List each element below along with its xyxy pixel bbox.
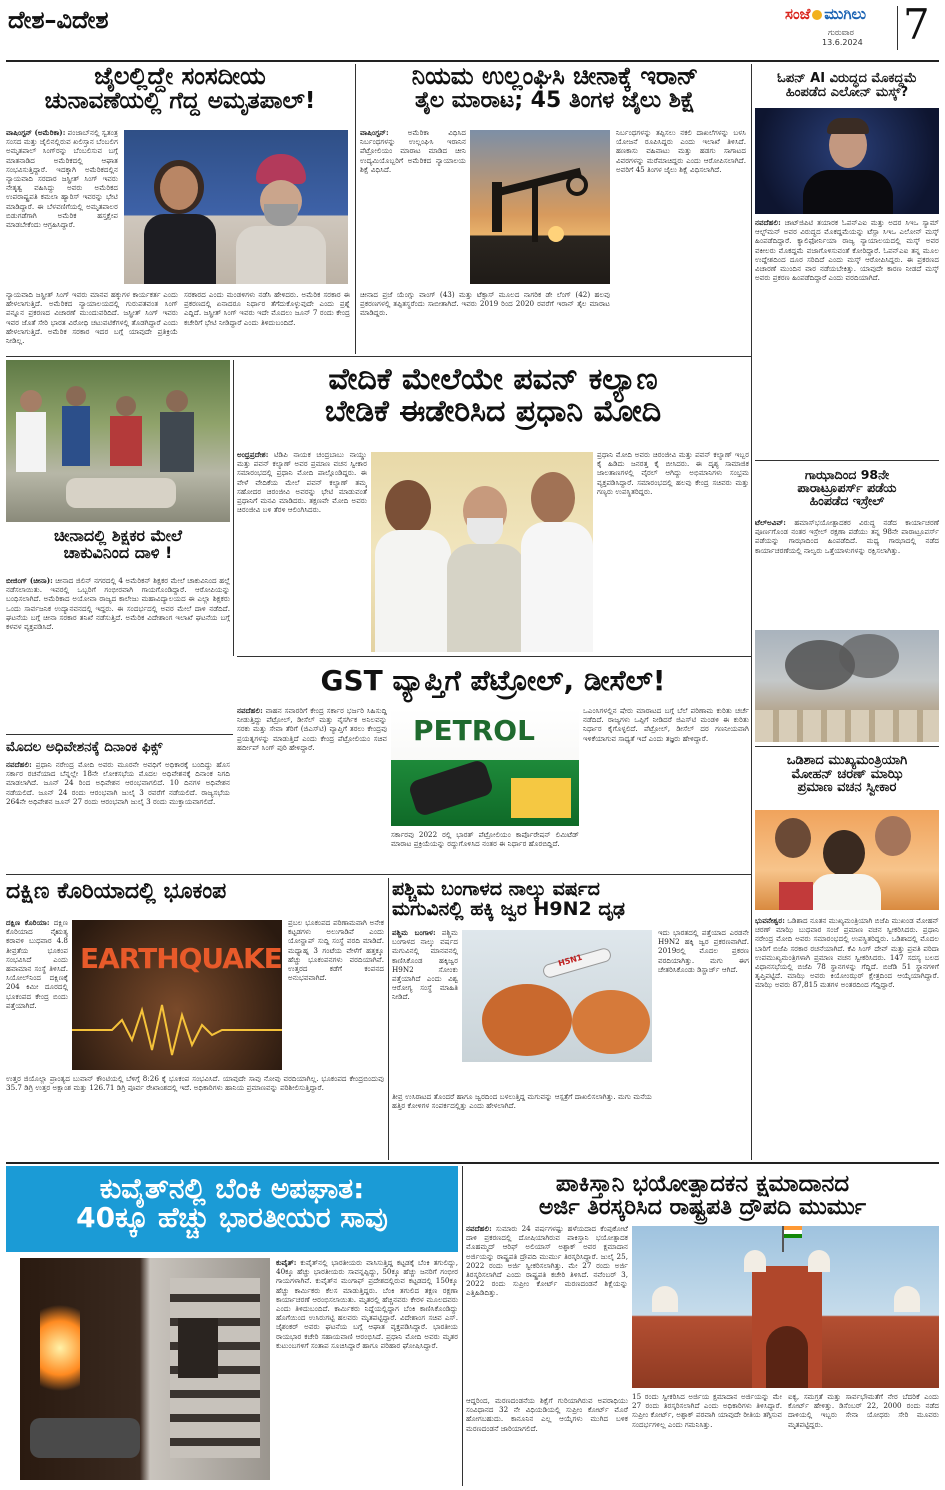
photo-kamala-harris — [124, 130, 348, 284]
logo-sun-icon — [812, 10, 822, 20]
article-amritpal — [6, 64, 351, 354]
headline — [466, 1172, 939, 1219]
headline-line1: ಗಾಝಾದಿಂದ 98ನೇ — [804, 467, 890, 482]
article-china-teachers — [6, 524, 230, 732]
headline-line2: ಚಾಕುವಿನಿಂದ ದಾಳಿ ! — [63, 542, 173, 562]
article-body-c: ಸರಕಾರದ ಎಂದು ಮಂಡಳಿಗಳು ನಡೆಸಿ ಹೇಳಿದರು. ಅಮೆರಿಕ ಸರಕಾರ ಈ ಪ್ರಕರಣದಲ್ಲಿ ಏನಾದರೂ ನಿರ್ಧಾರ ತೆಗೆದುಕೊಳ್ಳುವುದೇ ಎಂದು ಪ್ರಶ್ನೆ ಎದ್ದಿದೆ. ಜಸ್ಪ್ರೀತ್ ಸಿಂಗ್ ಇವರು ಇದೇ ಮೊದಲು ಜೂನ್ 7 ರಂದು ಕೇಂದ್ರ ಕಚೇರಿಗೆ ಭೇಟಿ ನೀಡಿದ್ದಾರೆ ಎಂದು ತಿಳಿದುಬಂದಿದೆ. — [184, 290, 350, 327]
article-body: ಕುವೈತ್: ಕುವೈತ್‌ನಲ್ಲಿ ಭಾರತೀಯರು ವಾಸಿಸುತ್ತಿದ್ದ ಕಟ್ಟಡಕ್ಕೆ ಬೆಂಕಿ ತಗುಲಿದ್ದು, 40ಕ್ಕೂ ಹೆಚ್ಚು ಭಾರತೀಯರು ಸಾವನ್ನಪ್ಪಿದ್ದು, 50ಕ್ಕೂ ಹೆಚ್ಚು ಜನರಿಗೆ ಗಂಭೀರ ಗಾಯಗಳಾಗಿವೆ. ಕುವೈತ್‌ನ ಮಂಗಾಫ್ ಪ್ರದೇಶದಲ್ಲಿರುವ ಕಟ್ಟಡದಲ್ಲಿ 150ಕ್ಕೂ ಹೆಚ್ಚು ಕಾರ್ಮಿಕರು ಕೆಲಸ ಮಾಡುತ್ತಿದ್ದರು. ಬೆಂಕಿ ತಗುಲಿದ ತಕ್ಷಣ ರಕ್ಷಣಾ ಕಾರ್ಯಾಚರಣೆ ಆರಂಭಿಸಲಾಯಿತು. ಮೃತರಲ್ಲಿ ಹೆಚ್ಚಿನವರು ಕೇರಳ ಮೂಲದವರು ಎಂದು ತಿಳಿದುಬಂದಿದೆ. ಕಾರ್ಮಿಕರು ನಿದ್ದೆಯಲ್ಲಿದ್ದಾಗ ಬೆಂಕಿ ಕಾಣಿಸಿಕೊಂಡಿದ್ದು ಹೊಗೆಯಿಂದ ಉಸಿರುಗಟ್ಟಿ ಹಲವರು ಮೃತಪಟ್ಟಿದ್ದಾರೆ. ವಿದೇಶಾಂಗ ಸಚಿವ ಎಸ್. ಜೈಶಂಕರ್ ಅವರು ಘಟನೆಯ ಬಗ್ಗೆ ಆಘಾತ ವ್ಯಕ್ತಪಡಿಸಿದ್ದಾರೆ. ಭಾರತೀಯ ರಾಯಭಾರ ಕಚೇರಿ ಸಹಾಯವಾಣಿ ಆರಂಭಿಸಿದೆ. ಪ್ರಧಾನಿ ಮೋದಿ ಅವರು ಮೃತರ ಕುಟುಂಬಗಳಿಗೆ ಸಂತಾಪ ಸೂಚಿಸಿದ್ದಾರೆ ಹಾಗೂ ಪರಿಹಾರ ಘೋಷಿಸಿದ್ದಾರೆ. — [276, 1258, 458, 1350]
headline-line2: ಬೇಡಿಕೆ ಈಡೇರಿಸಿದ ಪ್ರಧಾನಿ ಮೋದಿ — [324, 393, 662, 429]
headline-line2: ಹಿಂಪಡೆದ ಎಲೋನ್ ಮಸ್ಕ್? — [785, 84, 909, 100]
dateline: ನವದೆಹಲಿ: — [6, 760, 32, 769]
article-body-a: ದಕ್ಷಿಣ ಕೊರಿಯಾ: ದಕ್ಷಿಣ ಕೊರಿಯಾದ ನೈಋತ್ಯ ಕರಾವಳಿ ಬುಧವಾರ 4.8 ತೀವ್ರತೆಯ ಭೂಕಂಪ ಸಂಭವಿಸಿದೆ ಎಂದು ಹವಾಮಾನ ಸಂಸ್ಥೆ ತಿಳಿಸಿದೆ. ಸಿಯೋಲ್‌ನಿಂದ ದಕ್ಷಿಣಕ್ಕೆ 204 ಕಿಮೀ ದೂರದಲ್ಲಿ ಭೂಕಂಪದ ಕೇಂದ್ರ ಬಿಂದು ಪತ್ತೆಯಾಗಿದೆ. — [6, 918, 68, 1010]
headline — [755, 72, 939, 99]
article-earthquake — [6, 878, 384, 1160]
article-body-b: ಪ್ರಧಾನಿ ಮೋದಿ ಅವರು ಚಿರಂಜೀವಿ ಮತ್ತು ಪವನ್ ಕಲ್ಯಾಣ್ ಇಬ್ಬರ ಕೈ ಹಿಡಿದು ಜನರತ್ತ ಕೈ ಬೀಸಿದರು. ಈ ದೃಶ್ಯ ಸಾಮಾಜಿಕ ಜಾಲತಾಣಗಳಲ್ಲಿ ವೈರಲ್ ಆಗಿದ್ದು ಅಭಿಮಾನಿಗಳು ಸಂಭ್ರಮ ವ್ಯಕ್ತಪಡಿಸಿದ್ದಾರೆ. ಸಮಾರಂಭದಲ್ಲಿ ಹಲವು ಕೇಂದ್ರ ಸಚಿವರು ಮತ್ತು ಗಣ್ಯರು ಉಪಸ್ಥಿತರಿದ್ದರು. — [597, 450, 749, 496]
article-body-b: ಚೀನಾದ ಪ್ರಜೆ ಯೆಂಗ್ಸು ವಾಂಗ್ (43) ಮತ್ತು ಟೆಕ್ಸಾಸ್ ಮೂಲದ ನಾಗರಿಕ ಡೇ ಲೆಂಗ್ (42) ಹಲವು ಪ್ರಕರಣಗಳಲ್ಲಿ ತಪ್ಪಿತಸ್ಥರೆಂದು ಸಾಬೀತಾಗಿದೆ. ಇವರು 2019 ರಿಂದ 2020 ರವರೆಗೆ ಇರಾನ್ ತೈಲ ಮಾರಾಟ ಮಾಡಿದ್ದರು. — [360, 290, 610, 318]
photo-gaza-smoke — [755, 630, 939, 742]
photo-mohan-majhi — [755, 810, 939, 910]
logo-part1: ಸಂಜೆ — [785, 5, 811, 23]
masthead — [0, 0, 945, 60]
headline-line1: ಪಾಕಿಸ್ತಾನಿ ಭಯೋತ್ಪಾದಕನ ಕ್ಷಮಾದಾನದ — [555, 1171, 850, 1197]
photo-petrol-pump — [391, 708, 579, 826]
headline-line1: ಕುವೈತ್‌ನಲ್ಲಿ ಬೆಂಕಿ ಅಪಘಾತ: — [99, 1172, 365, 1205]
headline-line1: ಚೀನಾದಲ್ಲಿ ಶಿಕ್ಷಕರ ಮೇಲೆ — [53, 526, 183, 545]
headline — [237, 364, 749, 427]
headline — [6, 528, 230, 562]
headline — [10, 64, 350, 113]
article-body: ಬೀಜಿಂಗ್ (ಚೀನಾ): ಚೀನಾದ ಜಿಲಿನ್ ನಗರದಲ್ಲಿ 4 ಅಮೆರಿಕನ್ ಶಿಕ್ಷಕರ ಮೇಲೆ ಚಾಕುವಿನಿಂದ ಹಲ್ಲೆ ನಡೆಸಲಾಯಿತು. ಇವರಲ್ಲಿ ಒಬ್ಬರಿಗೆ ಗಂಭೀರವಾಗಿ ಗಾಯಗೊಂಡಿದ್ದಾರೆ. ಆರೋಪಿಯನ್ನು ಬಂಧಿಸಲಾಗಿದೆ. ಅಮೆರಿಕಾದ ಅಯೋವಾ ರಾಜ್ಯದ ಕಾಲೇಜು ಮಹಾವಿದ್ಯಾಲಯದ ಈ ಎಲ್ಲಾ ಶಿಕ್ಷಕರು ಒಂದು ಸಾರ್ವಜನಿಕ ಉದ್ಯಾನವನದಲ್ಲಿ ಇದ್ದರು. ಈ ಸಂದರ್ಭದಲ್ಲಿ ಅವರ ಮೇಲೆ ದಾಳಿ ನಡೆದಿದೆ. ಘಟನೆಯ ಬಗ್ಗೆ ಚೀನಾ ಸರಕಾರ ತನಿಖೆ ನಡೆಸುತ್ತಿದೆ. ಅಮೆರಿಕ ವಿದೇಶಾಂಗ ಇಲಾಖೆ ಘಟನೆಯ ಬಗ್ಗೆ ಕಳವಳ ವ್ಯಕ್ತಪಡಿಸಿದೆ. — [6, 576, 230, 632]
petrol-sign: PETROL — [413, 714, 535, 747]
page-number: 7 — [903, 0, 930, 49]
article-body: ನವದೆಹಲಿ: ಚಾಟ್‌ಜಿಪಿಟಿ ತಯಾರಕ ಓಪನ್‌ಎಐ ಮತ್ತು ಅದರ ಸಿಇಒ ಸ್ಯಾಮ್ ಆಲ್ಟ್‌ಮನ್ ಅವರ ವಿರುದ್ಧದ ಮೊಕದ್ದಮೆಯನ್ನು ಟೆಸ್ಲಾ ಸಿಇಒ ಎಲೋನ್ ಮಸ್ಕ್ ಹಿಂಪಡೆದಿದ್ದಾರೆ. ಕ್ಯಾಲಿಫೋರ್ನಿಯಾ ರಾಜ್ಯ ನ್ಯಾಯಾಲಯದಲ್ಲಿ ಮಸ್ಕ್ ಅವರ ವಕೀಲರು ಮೊಕದ್ದಮೆ ವಜಾಗೊಳಿಸುವಂತೆ ಕೋರಿದ್ದಾರೆ. ಓಪನ್‌ಎಐ ತನ್ನ ಮೂಲ ಉದ್ದೇಶದಿಂದ ದೂರ ಸರಿದಿದೆ ಎಂದು ಮಸ್ಕ್ ಆರೋಪಿಸಿದ್ದರು. ಈ ಪ್ರಕರಣದ ವಿಚಾರಣೆ ಮುಂದಿನ ವಾರ ನಡೆಯಬೇಕಿತ್ತು. ಯಾವುದೇ ಕಾರಣ ನೀಡದೆ ಮಸ್ಕ್ ಅವರು ಪ್ರಕರಣ ಹಿಂಪಡೆದಿದ್ದಾರೆ ಎಂದು ವರದಿಯಾಗಿದೆ. — [755, 218, 939, 283]
article-odisha-cm — [755, 750, 939, 1160]
article-body: ಭುವನೇಶ್ವರ: ಒಡಿಶಾದ ನೂತನ ಮುಖ್ಯಮಂತ್ರಿಯಾಗಿ ಬಿಜೆಪಿ ಮುಖಂಡ ಮೋಹನ್ ಚರಣ್ ಮಾಝಿ ಬುಧವಾರ ಸಂಜೆ ಪ್ರಮಾಣ ವಚನ ಸ್ವೀಕರಿಸಿದರು. ಪ್ರಧಾನಿ ನರೇಂದ್ರ ಮೋದಿ ಅವರು ಸಮಾರಂಭದಲ್ಲಿ ಉಪಸ್ಥಿತರಿದ್ದರು. ಒಡಿಶಾದಲ್ಲಿ ಮೊದಲ ಬಾರಿಗೆ ಬಿಜೆಪಿ ಸರಕಾರ ರಚನೆಯಾಗಿದೆ. ಕೆವಿ ಸಿಂಗ್ ದೇವ್ ಮತ್ತು ಪ್ರವತಿ ಪರಿದಾ ಉಪಮುಖ್ಯಮಂತ್ರಿಗಳಾಗಿ ಪ್ರಮಾಣ ವಚನ ಸ್ವೀಕರಿಸಿದರು. 147 ಸದಸ್ಯ ಬಲದ ವಿಧಾನಸಭೆಯಲ್ಲಿ ಬಿಜೆಪಿ 78 ಸ್ಥಾನಗಳನ್ನು ಗೆದ್ದಿದೆ. ಬಿಜೆಡಿ 51 ಸ್ಥಾನಗಳಿಗೆ ತೃಪ್ತಿಪಟ್ಟಿದೆ. ಮಾಝಿ ಅವರು ಕಿಯೋಂಝರ್ ಕ್ಷೇತ್ರದಿಂದ ಆಯ್ಕೆಯಾಗಿದ್ದಾರೆ. ಮಾಝಿ ಅವರು 87,815 ಮತಗಳ ಅಂತರದಿಂದ ಗೆದ್ದಿದ್ದಾರೆ. — [755, 916, 939, 990]
earthquake-image-text: EARTHQUAKE — [80, 942, 282, 975]
article-body-c: ಇದು ಭಾರತದಲ್ಲಿ ಪತ್ತೆಯಾದ ಎರಡನೇ H9N2 ಹಕ್ಕಿ ಜ್ವರ ಪ್ರಕರಣವಾಗಿದೆ. 2019ರಲ್ಲಿ ಮೊದಲ ಪ್ರಕರಣ ವರದಿಯಾಗಿತ್ತು. ಮಗು ಈಗ ಚೇತರಿಸಿಕೊಂಡು ಡಿಸ್ಚಾರ್ಜ್ ಆಗಿದೆ. — [658, 928, 749, 974]
masthead-logo — [785, 4, 900, 26]
photo-earthquake — [72, 920, 282, 1070]
headline: GST ವ್ಯಾಪ್ತಿಗೆ ಪೆಟ್ರೋಲ್, ಡೀಸೆಲ್! — [320, 664, 666, 697]
photo-oil-pump — [470, 130, 610, 284]
article-body-b: ತೀವ್ರ ಉಸಿರಾಟದ ತೊಂದರೆ ಹಾಗೂ ಜ್ವರದಿಂದ ಬಳಲುತ್ತಿದ್ದ ಮಗುವನ್ನು ಆಸ್ಪತ್ರೆಗೆ ದಾಖಲಿಸಲಾಗಿತ್ತು. ಮಗು ಮನೆಯ ಹತ್ತಿರ ಕೋಳಿಗಳ ಸಂಪರ್ಕದಲ್ಲಿತ್ತು ಎಂದು ಹೇಳಲಾಗಿದೆ. — [392, 1092, 652, 1111]
dateline: ನವದೆಹಲಿ: — [755, 218, 781, 227]
article-body-c: ಒಎಂಸಿಗಳಲ್ಲಿನ ಷೇರು ಮಾರಾಟದ ಬಗ್ಗೆ ಬೆಲೆ ಪರಿಣಾಮ ಕುರಿತು ಚರ್ಚೆ ನಡೆದಿದೆ. ರಾಜ್ಯಗಳು ಒಪ್ಪಿಗೆ ನೀಡಿದರೆ ಜಿಎಸ್‌ಟಿ ಮಂಡಳಿ ಈ ಕುರಿತು ನಿರ್ಧಾರ ಕೈಗೊಳ್ಳಲಿದೆ. ಪೆಟ್ರೋಲ್, ಡೀಸೆಲ್ ದರ ಗಣನೀಯವಾಗಿ ಇಳಿಕೆಯಾಗುವ ಸಾಧ್ಯತೆ ಇದೆ ಎಂದು ತಜ್ಞರು ಹೇಳಿದ್ದಾರೆ. — [583, 706, 749, 743]
issue-date: 13.6.2024 — [822, 38, 863, 47]
seismograph-icon — [72, 1000, 282, 1060]
dateline: ಭುವನೇಶ್ವರ: — [755, 916, 785, 925]
section-title: ದೇಶ–ವಿದೇಶ — [8, 6, 109, 34]
headline — [6, 1174, 458, 1233]
headline: ಮೊದಲ ಅಧಿವೇಶನಕ್ಕೆ ದಿನಾಂಕ ಫಿಕ್ಸ್ — [6, 739, 163, 755]
headline-line1: ಓಪನ್ AI ವಿರುದ್ಧದ ಮೊಕದ್ದಮೆ — [777, 71, 917, 86]
headline-line2: 40ಕ್ಕೂ ಹೆಚ್ಚು ಭಾರತೀಯರ ಸಾವು — [76, 1201, 388, 1235]
photo-bird-flu — [462, 930, 652, 1062]
article-parliament-session — [6, 738, 230, 872]
headline-line1: ನಿಯಮ ಉಲ್ಲಂಘಿಸಿ ಚೀನಾಕ್ಕೆ ಇರಾನ್ — [411, 62, 699, 90]
article-kuwait-fire — [6, 1166, 458, 1486]
article-musk — [755, 64, 939, 460]
article-gst — [237, 660, 749, 872]
headline — [755, 754, 939, 795]
dateline: ಟೆಲ್‌ಅವಿವ್: — [755, 518, 786, 527]
headline — [392, 880, 749, 920]
headline-line1: ಪಶ್ಚಿಮ ಬಂಗಾಳದ ನಾಲ್ಕು ವರ್ಷದ — [392, 878, 600, 900]
photo-red-fort — [632, 1226, 939, 1388]
article-body-a: ಅಂಧ್ರಪ್ರದೇಶ: ಟಿಡಿಪಿ ನಾಯಕ ಚಂದ್ರಬಾಬು ನಾಯ್ಡು ಮತ್ತು ಪವನ್ ಕಲ್ಯಾಣ್ ಅವರ ಪ್ರಮಾಣ ವಚನ ಸ್ವೀಕಾರ ಸಮಾರಂಭದಲ್ಲಿ ಪ್ರಧಾನಿ ಮೋದಿ ಪಾಲ್ಗೊಂಡಿದ್ದರು. ಈ ವೇಳೆ ವೇದಿಕೆಯ ಮೇಲೆ ಪವನ್ ಕಲ್ಯಾಣ್ ತಮ್ಮ ಸಹೋದರ ಚಿರಂಜೀವಿ ಅವರನ್ನು ಭೇಟಿ ಮಾಡುವಂತೆ ಪ್ರಧಾನಿಗೆ ಮನವಿ ಮಾಡಿದರು. ತಕ್ಷಣವೇ ಮೋದಿ ಅವರು ಚಿರಂಜೀವಿ ಬಳಿ ತೆರಳಿ ಆಲಿಂಗಿಸಿದರು. — [237, 450, 367, 515]
logo-part2: ಮುಗಿಲು — [824, 5, 867, 23]
article-body-c: 15 ರಂದು ಸ್ವೀಕರಿಸಿದ ಅರ್ಜಿಯ ಕ್ಷಮಾದಾನ ಅರ್ಜಿಯನ್ನು ಮೇ 27 ರಂದು ತಿರಸ್ಕರಿಸಲಾಗಿದೆ ಎಂದು ಅಧಿಕಾರಿಗಳು ತಿಳಿಸಿದ್ದಾರೆ. ಸುಪ್ರೀಂ ಕೋರ್ಟ್, ಅಶ್ಫಾಕ್ ಪರವಾಗಿ ಯಾವುದೇ ರೀತಿಯ ತಗ್ಗಿಸುವ ಸಂದರ್ಭಗಳಿಲ್ಲ ಎಂದು ಗಮನಿಸಿತ್ತು. — [632, 1392, 782, 1429]
article-body: ಟೆಲ್‌ಅವಿವ್: ಹಮಾಸ್‌ಭಯೋತ್ಪಾದಕರ ವಿರುದ್ಧ ನಡೆದ ಕಾರ್ಯಾಚರಣೆ ಪೂರ್ಣಗೊಂಡ ನಂತರ ಇಸ್ರೇಲ್ ರಕ್ಷಣಾ ಪಡೆಯು ತನ್ನ 98ನೇ ಪಾರಾಟ್ರೂಪರ್ಸ್ ಪಡೆಯನ್ನು ಗಾಝಾದಿಂದ ಹಿಂಪಡೆದಿದೆ. ಮಧ್ಯ ಗಾಝಾದಲ್ಲಿ ನಡೆದ ಕಾರ್ಯಾಚರಣೆಯಲ್ಲಿ ನಾಲ್ವರು ಒತ್ತೆಯಾಳುಗಳನ್ನು ರಕ್ಷಿಸಲಾಗಿತ್ತು. — [755, 518, 939, 555]
article-bird-flu — [392, 878, 749, 1160]
article-body-b: ನ್ಯಾಯವಾದಿ ಜಸ್ಪ್ರೀತ್ ಸಿಂಗ್ ಇವರು ಮಾನವ ಹಕ್ಕುಗಳ ಕಾರ್ಯಕರ್ತ ಎಂದು ಹೇಳಲಾಗುತ್ತಿದೆ. ಅಮೆರಿಕದ ನ್ಯಾಯಾಲಯದಲ್ಲಿ ಗುರುಪತವಂತ ಸಿಂಗ್ ಪನ್ನೂನ ಪ್ರಕರಣದ ವಿಚಾರಣೆ ಮುಂದುವರಿದಿದೆ. ಜಸ್ಪ್ರೀತ್ ಸಿಂಗ್ ಇವರು ಇವರ ಜೊತೆ ಸೇರಿ ಭಾರತ ವಿರೋಧಿ ಚಟುವಟಿಕೆಗಳಲ್ಲಿ ತೊಡಗಿದ್ದಾರೆ ಎಂದು ಹೇಳಲಾಗುತ್ತಿದೆ. ಅಮೆರಿಕ ಸರಕಾರ ಇದರ ಬಗ್ಗೆ ಯಾವುದೇ ಪ್ರತಿಕ್ರಿಯೆ ನೀಡಿಲ್ಲ. — [6, 290, 178, 346]
headline-line2: ತೈಲ ಮಾರಾಟ; 45 ತಿಂಗಳ ಜೈಲು ಶಿಕ್ಷೆ — [415, 88, 695, 114]
article-body-a: ನವದೆಹಲಿ: ಸುಮಾರು 24 ವರ್ಷಗಳಷ್ಟು ಹಳೆಯದಾದ ಕೆಂಪುಕೋಟೆ ದಾಳಿ ಪ್ರಕರಣದಲ್ಲಿ ದೋಷಿಯಾಗಿರುವ ಪಾಕಿಸ್ತಾನಿ ಭಯೋತ್ಪಾದಕ ಮೊಹಮ್ಮದ್ ಆರಿಫ್ ಅಲಿಯಾಸ್ ಅಶ್ಫಾಕ್ ಅವರ ಕ್ಷಮಾದಾನ ಅರ್ಜಿಯನ್ನು ರಾಷ್ಟ್ರಪತಿ ದ್ರೌಪದಿ ಮುರ್ಮು ತಿರಸ್ಕರಿಸಿದ್ದಾರೆ. ಜುಲೈ 25, 2022 ರಂದು ಅರ್ಜಿ ಸ್ವೀಕರಿಸಲಾಗಿತ್ತು. ಮೇ 27 ರಂದು ಅರ್ಜಿ ತಿರಸ್ಕರಿಸಲಾಗಿದೆ ಎಂದು ರಾಷ್ಟ್ರಪತಿ ಕಚೇರಿ ತಿಳಿಸಿದೆ. ನವೆಂಬರ್ 3, 2022 ರಂದು ಸುಪ್ರೀಂ ಕೋರ್ಟ್ ಮರಣದಂಡನೆ ಶಿಕ್ಷೆಯನ್ನು ಎತ್ತಿಹಿಡಿದಿತ್ತು. — [466, 1224, 628, 1298]
headline-line2: ಪಾರಾಟ್ರೂಪರ್ಸ್ ಪಡೆಯ — [797, 480, 897, 496]
dateline: ದಕ್ಷಿಣ ಕೊರಿಯಾ: — [6, 918, 50, 927]
headline — [362, 64, 748, 112]
headline-line2: ಮೋಹನ್ ಚರಣ್ ಮಾಝಿ — [791, 766, 903, 782]
article-body-c: ಉತ್ತರ ಜಿಯೊಲ್ಲಾ ಪ್ರಾಂತ್ಯದ ಬುವಾನ್ ಕೌಂಟಿಯಲ್ಲಿ ಬೆಳಿಗ್ಗೆ 8:26 ಕ್ಕೆ ಭೂಕಂಪ ಸಂಭವಿಸಿದೆ. ಯಾವುದೇ ಸಾವು ನೋವು ವರದಿಯಾಗಿಲ್ಲ. ಭೂಕಂಪದ ಕೇಂದ್ರಬಿಂದುವು 35.7 ಡಿಗ್ರಿ ಉತ್ತರ ಅಕ್ಷಾಂಶ ಮತ್ತು 126.71 ಡಿಗ್ರಿ ಪೂರ್ವ ರೇಖಾಂಶದಲ್ಲಿ ಇದೆ. ಅಧಿಕಾರಿಗಳು ಹಾನಿಯ ಪ್ರಮಾಣವನ್ನು ಪರಿಶೀಲಿಸುತ್ತಿದ್ದಾರೆ. — [6, 1074, 384, 1093]
photo-china-attack — [6, 360, 230, 522]
dateline: ವಾಷಿಂಗ್ಟನ್: — [360, 128, 389, 137]
headline-line2: ಅರ್ಜಿ ತಿರಸ್ಕರಿಸಿದ ರಾಷ್ಟ್ರಪತಿ ದ್ರೌಪದಿ ಮುರ್ಮು — [538, 1195, 867, 1221]
headline-line1: ಜೈಲಲ್ಲಿದ್ದೇ ಸಂಸದೀಯ — [94, 62, 266, 90]
article-body-b: ಸರ್ಕಾರವು 2022 ರಲ್ಲಿ ಭಾರತ್ ಪೆಟ್ರೋಲಿಯಂ ಕಾರ್ಪೊರೇಷನ್ ಲಿಮಿಟೆಡ್ ಮಾರಾಟ ಪ್ರಕ್ರಿಯೆಯನ್ನು ರದ್ದುಗೊಳಿಸಿದ ನಂತರ ಈ ನಿರ್ಧಾರ ಹೊರಬಿದ್ದಿದೆ. — [391, 830, 579, 849]
headline-line1: ವೇದಿಕೆ ಮೇಲೆಯೇ ಪವನ್ ಕಲ್ಯಾಣ — [328, 362, 658, 397]
article-body-a: ಪಶ್ಚಿಮ ಬಂಗಾಳ: ಪಶ್ಚಿಮ ಬಂಗಾಳದ ನಾಲ್ಕು ವರ್ಷದ ಮಗುವಿನಲ್ಲಿ ಮಾನವನಲ್ಲಿ ಕಾಣಿಸಿಕೊಂಡ ಹಕ್ಕಿಜ್ವರ H9N2 ಸೋಂಕು ಪತ್ತೆಯಾಗಿದೆ ಎಂದು ವಿಶ್ವ ಆರೋಗ್ಯ ಸಂಸ್ಥೆ ಮಾಹಿತಿ ನೀಡಿದೆ. — [392, 928, 458, 1002]
dateline: ವಾಷಿಂಗ್ಟನ್ (ಅಮೆರಿಕಾ): — [6, 128, 66, 137]
photo-kuwait-fire — [20, 1258, 270, 1480]
article-body-a: ವಾಷಿಂಗ್ಟನ್ (ಅಮೆರಿಕಾ): ಪಂಜಾಬ್‌ನಲ್ಲಿ ಸ್ವತಂತ್ರ ಸಂಸದ ಮತ್ತು ಜೈಲಿನಲ್ಲಿರುವ ಖಲಿಸ್ತಾನ ಬೆಂಬಲಿಗ ಅಮೃತಪಾಲ್ ಸಿಂಗ್‌ರನ್ನು ಬೆಂಬಲಿಸುವ ಬಗ್ಗೆ ಮಾತನಾಡಿದ ಅಮೆರಿಕದಲ್ಲಿ ಆಘಾತ ಸಂಭವಿಸುತ್ತಿದ್ದಾರೆ. ಇದಕ್ಕಾಗಿ ಅಮೆರಿಕದಲ್ಲಿನ ನ್ಯಾಯವಾದಿ ಸರದಾರ ಜಸ್ಪ್ರೀತ್ ಸಿಂಗ್ ಇವರು ನೇತೃತ್ವ ವಹಿಸಿದ್ದು ಅವರು ಅಮೆರಿಕದ ಉಪರಾಷ್ಟ್ರಪತಿ ಕಮಲಾ ಹ್ಯಾರಿಸ್ ಇವರನ್ನು ಭೇಟಿ ಮಾಡಿದ್ದಾರೆ. ಈ ಬೆಳವಣಿಗೆಯಲ್ಲಿ ಅಮೃತಪಾಲರ ಬಿಡುಗಡೆಗಾಗಿ ಅಮೆರಿಕ ಹಸ್ತಕ್ಷೇಪ ಮಾಡಬೇಕೆಂದು ಆಗ್ರಹಿಸಿದ್ದಾರೆ. — [6, 128, 118, 230]
headline-line2: ಚುನಾವಣೆಯಲ್ಲಿ ಗೆದ್ದ ಅಮೃತಪಾಲ್! — [44, 88, 316, 115]
headline: ದಕ್ಷಿಣ ಕೊರಿಯಾದಲ್ಲಿ ಭೂಕಂಪ — [6, 879, 227, 904]
article-body-c: ನಿರ್ಬಂಧಗಳನ್ನು ತಪ್ಪಿಸಲು ನಕಲಿ ದಾಖಲೆಗಳನ್ನು ಬಳಸಿ ಯೋಜನೆ ರೂಪಿಸಿದ್ದರು ಎಂದು ಇಲಾಖೆ ತಿಳಿಸಿದೆ. ಹಣಕಾಸು ವಹಿವಾಟು ಮತ್ತು ಹಡಗು ಸಾಗಾಟದ ವಿವರಗಳನ್ನು ಮರೆಮಾಚಿದ್ದರು ಎಂದು ಆರೋಪಿಸಲಾಗಿದೆ. ಅವರಿಗೆ 45 ತಿಂಗಳ ಜೈಲು ಶಿಕ್ಷೆ ವಿಧಿಸಲಾಗಿದೆ. — [616, 128, 746, 174]
issue-day: ಗುರುವಾರ — [828, 28, 854, 37]
article-body-b: ಆದ್ದರಿಂದ, ಮರಣದಂಡನೆಯ ಶಿಕ್ಷೆಗೆ ಗುರಿಯಾಗಿರುವ ಅಪರಾಧಿಯು ಸಂವಿಧಾನದ 32 ನೇ ವಿಧಿಯಡಿಯಲ್ಲಿ ಸುಪ್ರೀಂ ಕೋರ್ಟ್ ಮೊರೆ ಹೋಗಬಹುದು. ಕಾನೂನಿನ ಎಲ್ಲ ಆಯ್ಕೆಗಳು ಮುಗಿದ ಬಳಿಕ ಮರಣದಂಡನೆ ಜಾರಿಯಾಗಲಿದೆ. — [466, 1396, 628, 1433]
article-israel — [755, 464, 939, 744]
article-body-a: ನವದೆಹಲಿ: ವಾಹನ ಸವಾರರಿಗೆ ಕೇಂದ್ರ ಸರ್ಕಾರ ಭರ್ಜರಿ ಸಿಹಿಸುದ್ದಿ ನೀಡುತ್ತಿದ್ದು ಪೆಟ್ರೋಲ್, ಡೀಸೆಲ್ ಮತ್ತು ನೈಸರ್ಗಿಕ ಅನಿಲವನ್ನು ಸರಕು ಮತ್ತು ಸೇವಾ ತೆರಿಗೆ (ಜಿಎಸ್‌ಟಿ) ವ್ಯಾಪ್ತಿಗೆ ತರಲು ಕೇಂದ್ರವು ಪ್ರಯತ್ನಗಳನ್ನು ಮಾಡುತ್ತಿದೆ ಎಂದು ಕೇಂದ್ರ ಪೆಟ್ರೋಲಿಯಂ ಸಚಿವ ಹರ್ದೀಪ್ ಸಿಂಗ್ ಪುರಿ ಹೇಳಿದ್ದಾರೆ. — [237, 706, 387, 752]
article-body-a: ವಾಷಿಂಗ್ಟನ್: ಅಮೆರಿಕಾ ವಿಧಿಸಿದ ನಿರ್ಬಂಧಗಳನ್ನು ಉಲ್ಲಂಘಿಸಿ ಇರಾನಿನ ಪೆಟ್ರೋಲಿಯಂ ಮಾರಾಟ ಮಾಡಿದ ಚೀನಿ ಉದ್ಯಮಿಯೊಬ್ಬರಿಗೆ ಅಮೆರಿಕದ ನ್ಯಾಯಾಲಯ ಶಿಕ್ಷೆ ವಿಧಿಸಿದೆ. — [360, 128, 466, 174]
photo-elon-musk — [755, 108, 939, 214]
headline-line1: ಒಡಿಶಾದ ಮುಖ್ಯಮಂತ್ರಿಯಾಗಿ — [786, 753, 908, 768]
headline-line2: ಮಗುವಿನಲ್ಲಿ ಹಕ್ಕಿ ಜ್ವರ H9N2 ದೃಢ — [392, 897, 625, 920]
dateline: ಬೀಜಿಂಗ್ (ಚೀನಾ): — [6, 576, 53, 585]
article-president-pardon — [466, 1166, 939, 1486]
article-iran-oil — [360, 64, 748, 354]
dateline: ನವದೆಹಲಿ: — [466, 1224, 492, 1233]
photo-modi-chiranjeevi — [371, 452, 593, 652]
headline — [755, 468, 939, 507]
headline-line3: ಪ್ರಮಾಣ ವಚನ ಸ್ವೀಕಾರ — [797, 780, 897, 796]
article-modi-pawan — [237, 360, 749, 654]
sample-tube-label: H5N1 — [557, 952, 584, 969]
dateline: ಕುವೈತ್: — [276, 1258, 297, 1267]
dateline: ಪಶ್ಚಿಮ ಬಂಗಾಳ: — [392, 928, 436, 937]
article-body-b: ಪ್ರಬಲ ಭೂಕಂಪದ ಪರಿಣಾಮವಾಗಿ ಅನೇಕ ಕಟ್ಟಡಗಳು ಅಲುಗಾಡಿವೆ ಎಂದು ಯೋನ್ಹಾಪ್ ಸುದ್ದಿ ಸಂಸ್ಥೆ ವರದಿ ಮಾಡಿದೆ. ಮಧ್ಯಾಹ್ನ 3 ಗಂಟೆಯ ವೇಳೆಗೆ ಹತ್ತಕ್ಕೂ ಹೆಚ್ಚು ಭೂಕಂಪನಗಳು ವರದಿಯಾಗಿವೆ. ಉತ್ತರದ ಕಡೆಗೆ ಕಂಪನದ ಅನುಭವವಾಗಿದೆ. — [288, 918, 384, 983]
article-body: ನವದೆಹಲಿ: ಪ್ರಧಾನಿ ನರೇಂದ್ರ ಮೋದಿ ಅವರು ಮೂರನೇ ಅವಧಿಗೆ ಅಧಿಕಾರಕ್ಕೆ ಬಂದಿದ್ದು ಹೊಸ ಸರ್ಕಾರ ರಚನೆಯಾದ ಬೆನ್ನಲ್ಲೇ 18ನೇ ಲೋಕಸಭೆಯ ಮೊದಲ ಅಧಿವೇಶನಕ್ಕೆ ದಿನಾಂಕ ನಿಗದಿ ಮಾಡಲಾಗಿದೆ. ಜೂನ್ 24 ರಿಂದ ಅಧಿವೇಶನ ಆರಂಭವಾಗಲಿದೆ. 10 ದಿನಗಳ ಅಧಿವೇಶನ ನಡೆಯಲಿದೆ. ಜೂನ್ 24 ರಂದು ಆರಂಭವಾಗಿ ಜುಲೈ 3 ರವರೆಗೆ ನಡೆಯಲಿದೆ. ರಾಜ್ಯಸಭೆಯ 264ನೇ ಅಧಿವೇಶನ ಜೂನ್ 27 ರಂದು ಆರಂಭವಾಗಿ ಜುಲೈ 3 ರಂದು ಮುಕ್ತಾಯವಾಗಲಿದೆ. — [6, 760, 230, 806]
dateline: ಅಂಧ್ರಪ್ರದೇಶ: — [237, 450, 269, 459]
article-body-d: ಐಕ್ಯ, ಸಮಗ್ರತೆ ಮತ್ತು ಸಾರ್ವಭೌಮತೆಗೆ ನೇರ ಬೆದರಿಕೆ ಎಂದು ಕೋರ್ಟ್ ಹೇಳಿತ್ತು. ಡಿಸೆಂಬರ್ 22, 2000 ರಂದು ನಡೆದ ದಾಳಿಯಲ್ಲಿ ಇಬ್ಬರು ಸೇನಾ ಯೋಧರು ಸೇರಿ ಮೂವರು ಮೃತಪಟ್ಟಿದ್ದರು. — [788, 1392, 939, 1429]
india-flag-icon — [784, 1226, 802, 1238]
dateline: ನವದೆಹಲಿ: — [237, 706, 263, 715]
headline-line3: ಹಿಂಪಡೆದ ಇಸ್ರೇಲ್ — [809, 493, 885, 509]
